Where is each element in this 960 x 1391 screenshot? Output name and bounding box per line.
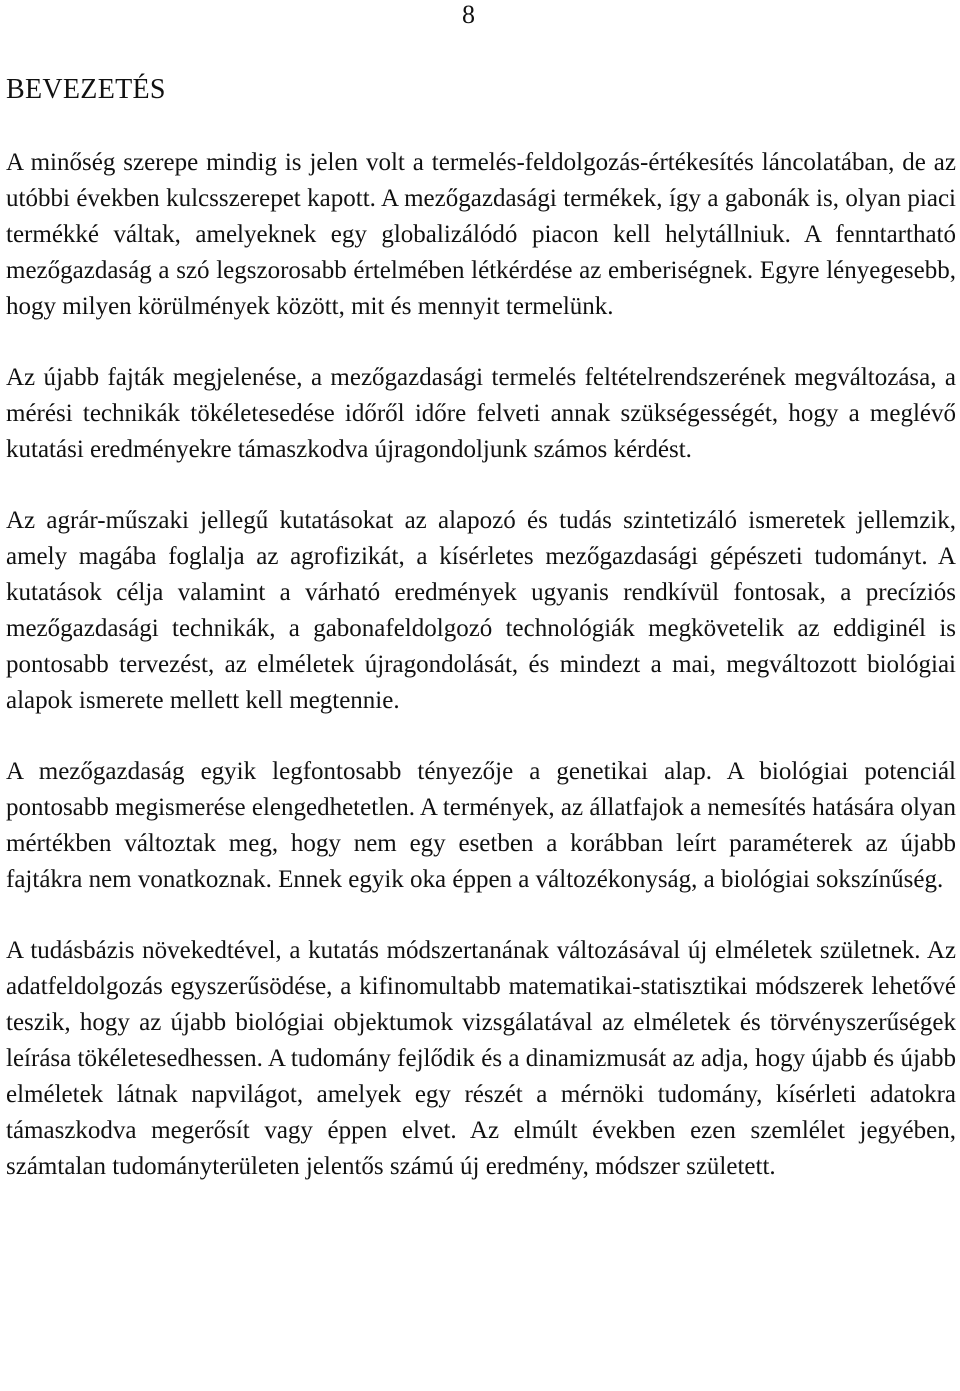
section-heading: BEVEZETÉS [6, 74, 166, 105]
page-number: 8 [462, 0, 475, 29]
paragraph-3: Az agrár-műszaki jellegű kutatásokat az alapozó és tudás szintetizáló ismeretek jellemzik, amely magába foglalja az agrofizikát, a kísérletes mezőgazdasági gépészeti tudományt. A kutatások célja valamint a várható eredmények ugyanis rendkívül fontosak, a precíziós mezőgazdasági technikák, a gabonafeldolgozó technológiák megkövetelik az eddiginél is pontosabb tervezést, az elméletek újragondolását, és mindezt a mai, megváltozott biológiai alapok ismerete mellett kell megtennie. [6, 507, 956, 714]
paragraph-2: Az újabb fajták megjelenése, a mezőgazdasági termelés feltételrendszerének megváltozása, a mérési technikák tökéletesedése időről időre felveti annak szükségességét, hogy a meglévő kutatási eredményekre támaszkodva újragondoljunk számos kérdést. [6, 364, 956, 463]
paragraph-5: A tudásbázis növekedtével, a kutatás módszertanának változásával új elméletek születnek. Az adatfeldolgozás egyszerűsödése, a kifinomultabb matematikai-statisztikai módszerek lehetővé teszik, hogy az újabb biológiai objektumok vizsgálatával az elméletek és törvényszerűségek leírása tökéletesedhessen. A tudomány fejlődik és a dinamizmusát az adja, hogy újabb és újabb elméletek látnak napvilágot, amelyek egy részét a mérnöki tudomány, kísérleti adatokra támaszkodva megerősít vagy éppen elvet. Az elmúlt években ezen szemlélet jegyében, számtalan tudományterületen jelentős számú új eredmény, módszer született. [6, 937, 956, 1180]
paragraph-1: A minőség szerepe mindig is jelen volt a termelés-feldolgozás-értékesítés láncolatában, de az utóbbi években kulcsszerepet kapott. A mezőgazdasági termékek, így a gabonák is, olyan piaci termékké váltak, amelyeknek egy globalizálódó piacon kell helytállniuk. A fenntartható mezőgazdaság a szó legszorosabb értelmében létkérdése az emberiségnek. Egyre lényegesebb, hogy milyen körülmények között, mit és mennyit termelünk. [6, 149, 956, 320]
document-body [6, 145, 956, 1185]
paragraph-4: A mezőgazdaság egyik legfontosabb tényezője a genetikai alap. A biológiai potenciál pontosabb megismerése elengedhetetlen. A termények, az állatfajok a nemesítés hatására olyan mértékben változtak meg, hogy nem egy esetben a korábban leírt paraméterek az újabb fajtákra nem vonatkoznak. Ennek egyik oka éppen a változékonyság, a biológiai sokszínűség. [6, 758, 956, 893]
